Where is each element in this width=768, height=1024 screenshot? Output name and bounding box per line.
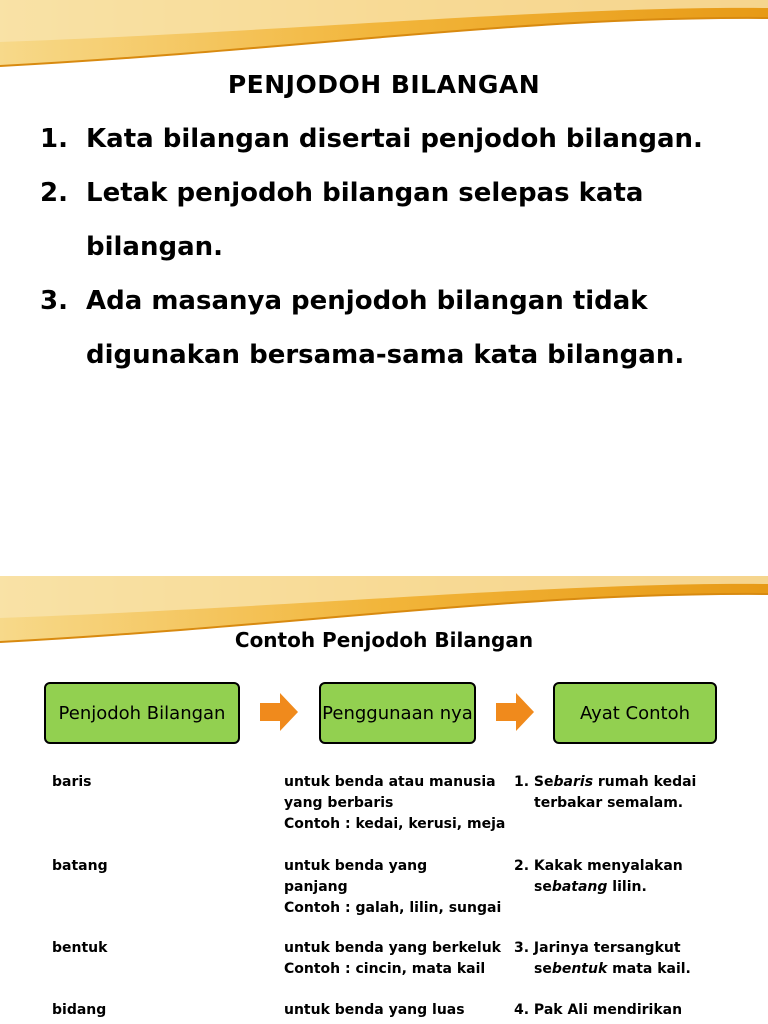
example-highlight: baris xyxy=(553,774,594,790)
word-cell: batang xyxy=(52,858,108,874)
example-text: 1. Se xyxy=(514,774,554,790)
example-cell xyxy=(514,938,754,980)
usage-line: untuk benda yang xyxy=(284,858,428,874)
usage-line: untuk benda atau manusia xyxy=(284,774,496,790)
example-text: rumah kedai xyxy=(593,774,697,790)
example-text: 4. Pak Ali mendirikan xyxy=(514,1002,683,1018)
example-cell xyxy=(514,1000,754,1021)
usage-line: Contoh : galah, lilin, sungai xyxy=(284,900,502,916)
point-item xyxy=(40,274,740,382)
usage-line: untuk benda yang luas xyxy=(284,1002,465,1018)
box-penjodoh-bilangan: Penjodoh Bilangan xyxy=(44,682,240,744)
example-cell xyxy=(514,856,754,898)
usage-cell xyxy=(284,938,514,980)
word-cell: baris xyxy=(52,774,92,790)
point-text: Kata bilangan disertai penjodoh bilangan. xyxy=(86,124,703,154)
example-highlight: bentuk xyxy=(551,961,608,977)
word-cell: bentuk xyxy=(52,940,108,956)
usage-cell xyxy=(284,772,514,835)
word-cell: bidang xyxy=(52,1002,107,1018)
example-text: 2. Kakak menyalakan xyxy=(514,858,683,874)
point-item xyxy=(40,166,740,274)
example-text: 3. Jarinya tersangkut xyxy=(514,940,681,956)
example-text: terbakar semalam. xyxy=(534,795,684,811)
usage-cell xyxy=(284,1000,514,1021)
box-penggunaan: Penggunaan nya xyxy=(319,682,476,744)
usage-cell xyxy=(284,856,514,919)
decorative-wave-header xyxy=(0,0,768,80)
point-number: 1. xyxy=(40,124,68,154)
usage-line: untuk benda yang berkeluk xyxy=(284,940,501,956)
points-list xyxy=(40,112,740,382)
example-text: lilin. xyxy=(607,879,647,895)
example-text: se xyxy=(534,879,552,895)
box-ayat-contoh: Ayat Contoh xyxy=(553,682,717,744)
usage-line: Contoh : cincin, mata kail xyxy=(284,961,486,977)
arrow-right-icon xyxy=(494,691,536,733)
point-item xyxy=(40,112,740,166)
slide-title: Contoh Penjodoh Bilangan xyxy=(234,628,534,652)
example-text: mata kail. xyxy=(607,961,691,977)
usage-line: Contoh : kedai, kerusi, meja xyxy=(284,816,506,832)
point-number: 2. xyxy=(40,178,68,208)
usage-line: panjang xyxy=(284,879,348,895)
point-text: Letak penjodoh bilangan selepas kata bilangan. xyxy=(86,178,644,262)
slide-2 xyxy=(0,576,768,1024)
usage-line: yang berbaris xyxy=(284,795,394,811)
example-cell xyxy=(514,772,754,814)
arrow-right-icon xyxy=(258,691,300,733)
point-number: 3. xyxy=(40,286,68,316)
slide-title: PENJODOH BILANGAN xyxy=(227,70,541,99)
point-text: Ada masanya penjodoh bilangan tidak digunakan bersama-sama kata bilangan. xyxy=(86,286,685,370)
example-highlight: batang xyxy=(551,879,608,895)
example-text: se xyxy=(534,961,552,977)
